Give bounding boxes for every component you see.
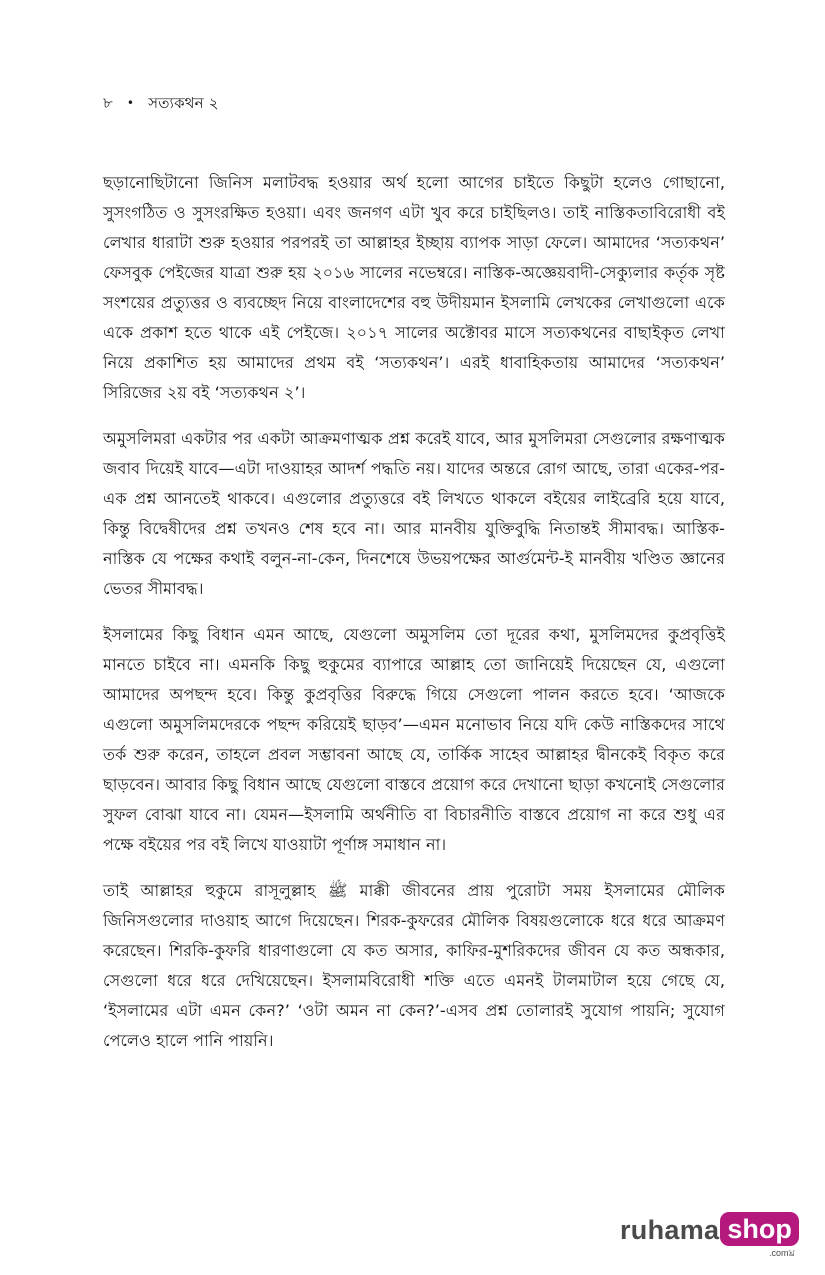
logo-text-ruhama: ruhama [620, 1215, 720, 1245]
paragraph-3: ইসলামের কিছু বিধান এমন আছে, যেগুলো অমুসলিম তো দূরের কথা, মুসলিমদের কুপ্রবৃত্তিই মানতে চাইবে না। এমনকি কিছু হুকুমের ব্যাপারে আল্লাহ তো জানিয়েই দিয়েছেন যে, এগুলো আমাদের অপছন্দ হবে। কিন্তু কুপ্রবৃত্তির বিরুদ্ধে গিয়ে সেগুলো পালন করতে হবে। ‘আজকে এগুলো অমুসলিমদেরকে পছন্দ করিয়েই ছাড়ব’—এমন মনোভাব নিয়ে যদি কেউ নাস্তিকদের সাথে তর্ক শুরু করেন, তাহলে প্রবল সম্ভাবনা আছে যে, তার্কিক সাহেব আল্লাহর দ্বীনকেই বিকৃত করে ছাড়বেন। আবার কিছু বিধান আছে যেগুলো বাস্তবে প্রয়োগ করে দেখানো ছাড়া কখনোই সেগুলোর সুফল বোঝা যাবে না। যেমন—ইসলামি অর্থনীতি বা বিচারনীতি বাস্তবে প্রয়োগ না করে শুধু এর পক্ষে বইয়ের পর বই লিখে যাওয়াটা পূর্ণাঙ্গ সমাধান না। [103, 625, 725, 854]
logo-text-shop: shop [727, 1214, 792, 1244]
paragraph-4: তাই আল্লাহর হুকুমে রাসূলুল্লাহ ﷺ মাক্কী জীবনের প্রায় পুরোটা সময় ইসলামের মৌলিক জিনিসগুলোর দাওয়াহ আগে দিয়েছেন। শিরক-কুফরের মৌলিক বিষয়গুলোকে ধরে ধরে আক্রমণ করেছেন। শিরকি-কুফরি ধারণাগুলো যে কত অসার, কাফির-মুশরিকদের জীবন যে কত অন্ধকার, সেগুলো ধরে ধরে দেখিয়েছেন। ইসলামবিরোধী শক্তি এতে এমনই টালমাটাল হয়ে গেছে যে, ‘ইসলামের এটা এমন কেন?’ ‘ওটা অমন না কেন?’-এসব প্রশ্ন তোলারই সুযোগ পায়নি; সুযোগ পেলেও হালে পানি পায়নি। [103, 881, 726, 1050]
ruhama-shop-logo [620, 1212, 799, 1258]
logo-domain-suffix: .comঘ্র [769, 1248, 795, 1258]
page-number: ৮ [103, 94, 113, 112]
paragraph-2: অমুসলিমরা একটার পর একটা আক্রমণাত্মক প্রশ্ন করেই যাবে, আর মুসলিমরা সেগুলোর রক্ষণাত্মক জবাব দিয়েই যাবে—এটা দাওয়াহর আদর্শ পদ্ধতি নয়। যাদের অন্তরে রোগ আছে, তারা একের-পর-এক প্রশ্ন আনতেই থাকবে। এগুলোর প্রত্যুত্তরে বই লিখতে থাকলে বইয়ের লাইব্রেরি হয়ে যাবে, কিন্তু বিদ্বেষীদের প্রশ্ন তখনও শেষ হবে না। আর মানবীয় যুক্তিবুদ্ধি নিতান্তই সীমাবদ্ধ। আস্তিক-নাস্তিক যে পক্ষের কথাই বলুন-না-কেন, দিনশেষে উভয়পক্ষের আর্গুমেন্ট-ই মানবীয় খণ্ডিত জ্ঞানের ভেতর সীমাবদ্ধ। [103, 429, 725, 598]
bullet-separator: • [126, 96, 135, 110]
running-header [103, 92, 219, 117]
logo-shop-badge [720, 1212, 799, 1246]
paragraph-1: ছড়ানোছিটানো জিনিস মলাটবদ্ধ হওয়ার অর্থ হলো আগের চাইতে কিছুটা হলেও গোছানো, সুসংগঠিত ও সুসংরক্ষিত হওয়া। এবং জনগণ এটা খুব করে চাইছিলও। তাই নাস্তিকতাবিরোধী বই লেখার ধারাটা শুরু হওয়ার পরপরই তা আল্লাহর ইচ্ছায় ব্যাপক সাড়া ফেলে। আমাদের ‘সত্যকথন’ ফেসবুক পেইজের যাত্রা শুরু হয় ২০১৬ সালের নভেম্বরে। নাস্তিক-অজ্ঞেয়বাদী-সেক্যুলার কর্তৃক সৃষ্ট সংশয়ের প্রত্যুত্তর ও ব্যবচ্ছেদ নিয়ে বাংলাদেশের বহু উদীয়মান ইসলামি লেখকের লেখাগুলো একে একে প্রকাশ হতে থাকে এই পেইজে। ২০১৭ সালের অক্টোবর মাসে সত্যকথনের বাছাইকৃত লেখা নিয়ে প্রকাশিত হয় আমাদের প্রথম বই ‘সত্যকথন’। এরই ধাবাহিকতায় আমাদের ‘সত্যকথন’ সিরিজের ২য় বই ‘সত্যকথন ২’। [103, 173, 725, 402]
book-title: সত্যকথন ২ [148, 94, 219, 112]
body-text [103, 168, 725, 1072]
